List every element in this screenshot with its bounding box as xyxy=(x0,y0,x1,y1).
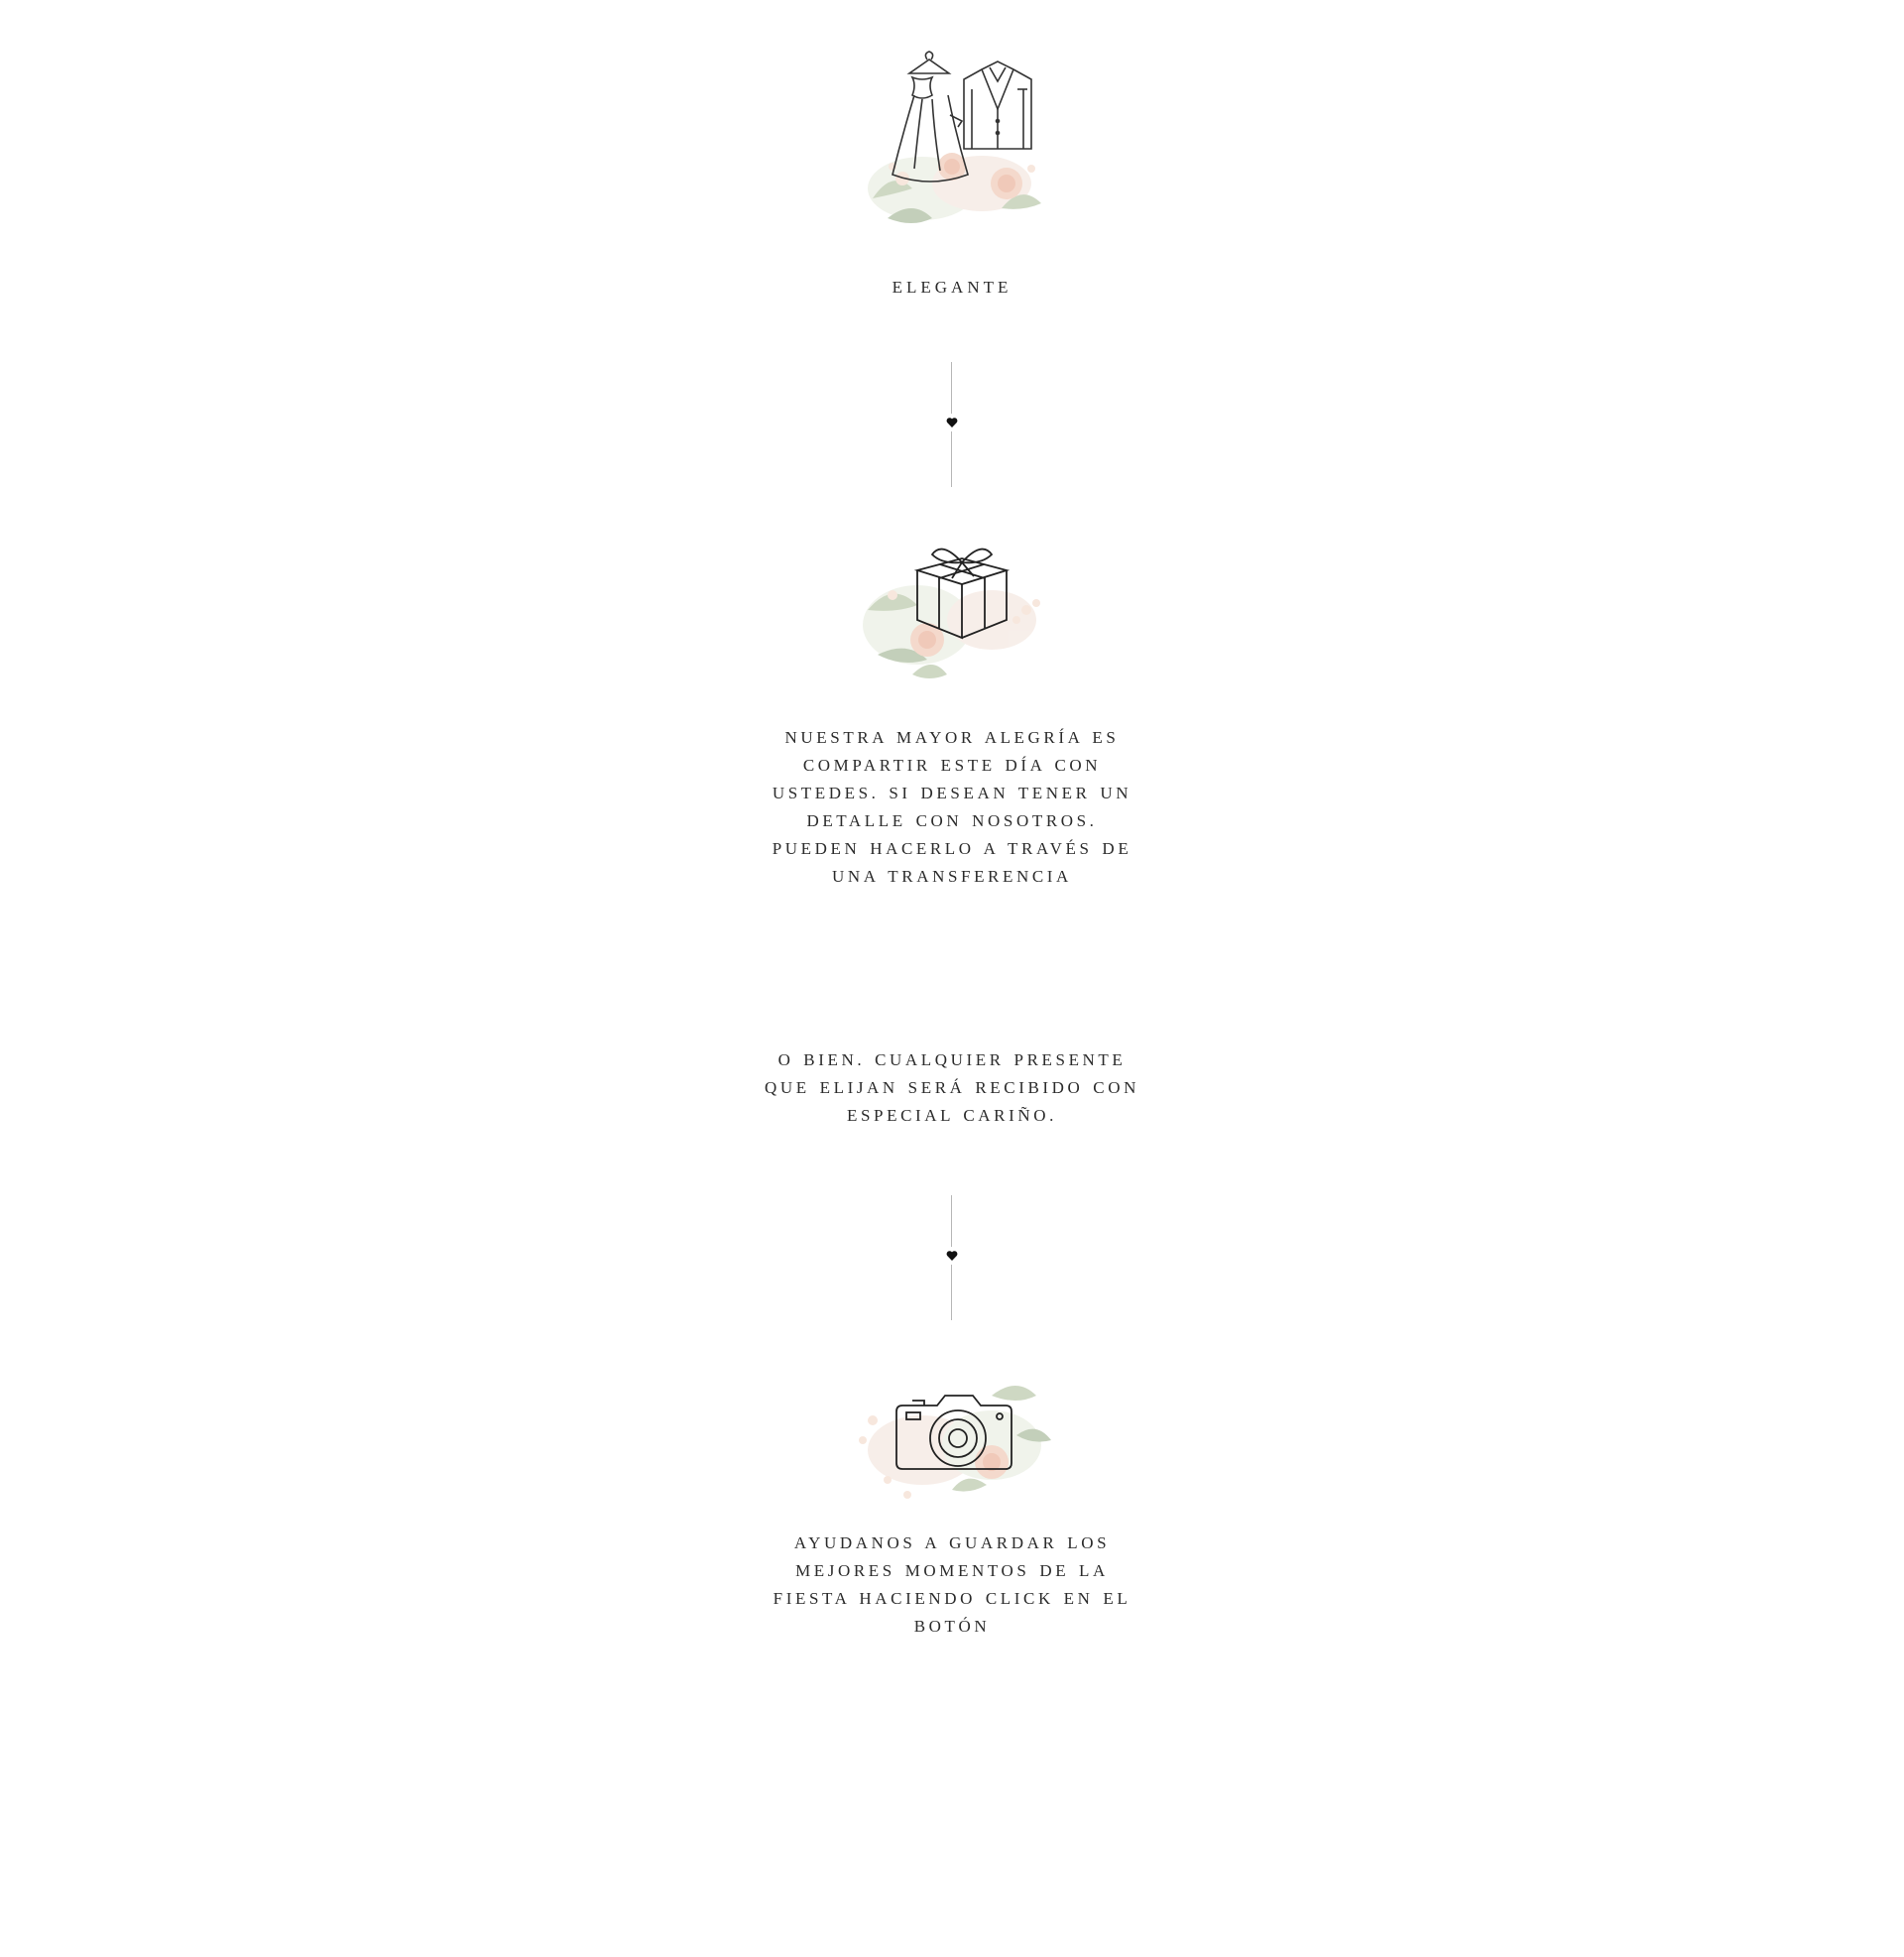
photos-message-line: FIESTA HACIENDO CLICK EN EL xyxy=(773,1589,1131,1608)
divider-line-bottom xyxy=(951,1265,952,1320)
gift-message-line: PUEDEN HACERLO A TRAVÉS DE xyxy=(772,839,1132,858)
gift-alternative-message xyxy=(744,1046,1160,1130)
gift-message-line: UNA TRANSFERENCIA xyxy=(832,867,1072,886)
gift-message-line: NUESTRA MAYOR ALEGRÍA ES xyxy=(784,728,1120,747)
heart-icon xyxy=(946,1250,958,1262)
gift-box-icon xyxy=(833,516,1071,714)
divider-line-bottom xyxy=(951,431,952,487)
photos-message-line: MEJORES MOMENTOS DE LA xyxy=(795,1561,1109,1580)
section-divider xyxy=(942,1195,962,1320)
gift-message-line: USTEDES. SI DESEAN TENER UN xyxy=(772,784,1132,802)
camera-icon xyxy=(833,1351,1071,1549)
heart-icon xyxy=(946,417,958,428)
section-divider xyxy=(942,362,962,487)
dress-code-illustration xyxy=(833,50,1071,248)
gift-alt-line: ESPECIAL CARIÑO. xyxy=(847,1106,1057,1125)
gift-alt-line: QUE ELIJAN SERÁ RECIBIDO CON xyxy=(765,1078,1139,1097)
photos-message xyxy=(744,1529,1160,1641)
photos-message-line: BOTÓN xyxy=(913,1617,991,1636)
gift-message-line: COMPARTIR ESTE DÍA CON xyxy=(802,756,1102,775)
camera-illustration xyxy=(833,1351,1071,1549)
gift-message xyxy=(744,724,1160,891)
dress-and-suit-icon xyxy=(833,50,1071,248)
divider-line-top xyxy=(951,1195,952,1247)
gift-message-line: DETALLE CON NOSOTROS. xyxy=(806,811,1098,830)
divider-line-top xyxy=(951,362,952,414)
photos-message-line: AYUDANOS A GUARDAR LOS xyxy=(793,1533,1111,1552)
gift-illustration xyxy=(833,516,1071,714)
gift-alt-line: O BIEN. CUALQUIER PRESENTE xyxy=(777,1050,1127,1069)
dress-code-label: ELEGANTE xyxy=(892,278,1012,297)
